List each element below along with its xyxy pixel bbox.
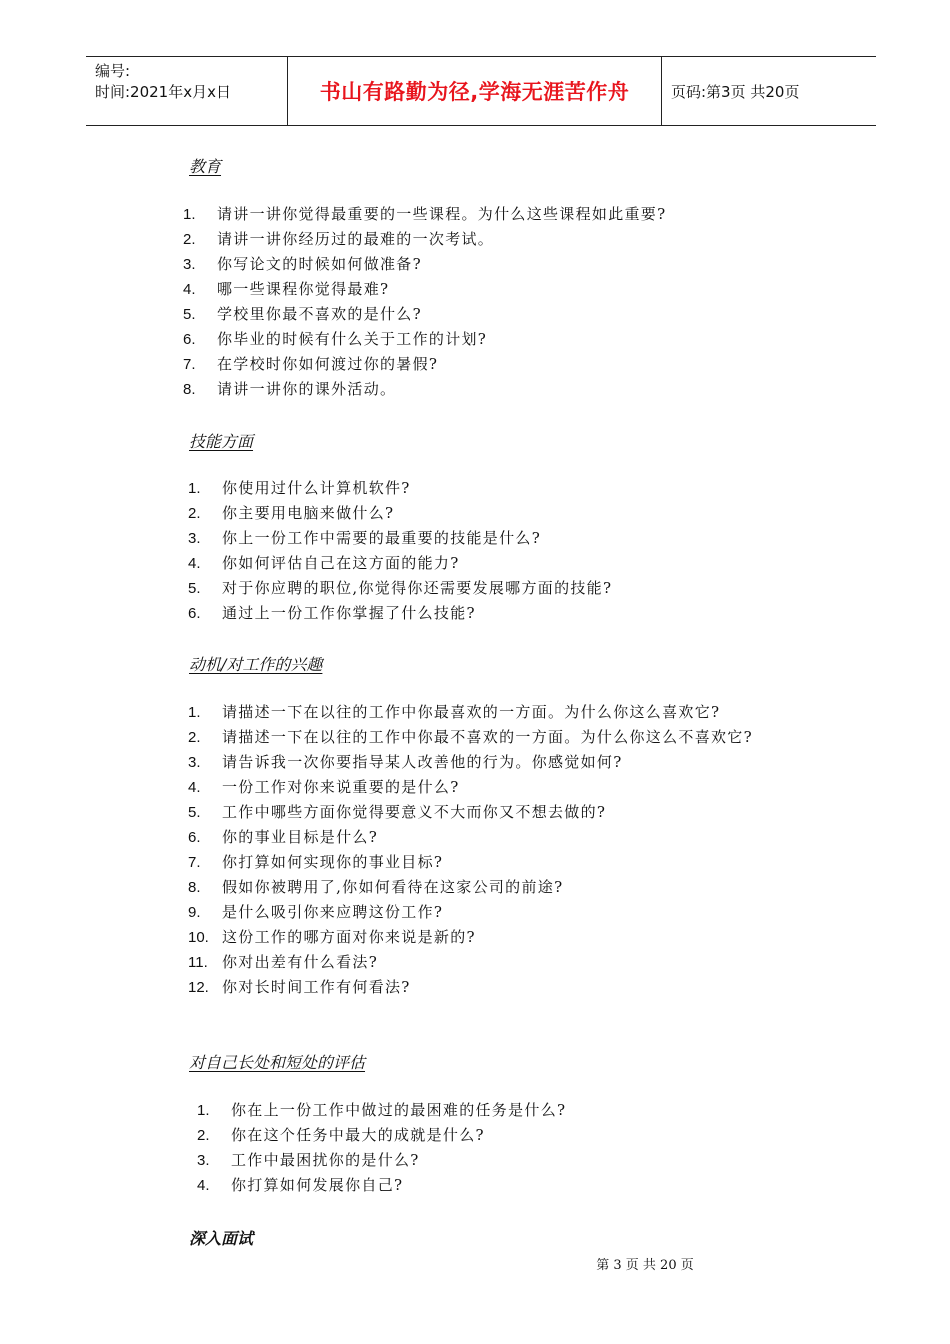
section-title-education: 教育 — [189, 157, 222, 176]
list-item: 8. 请讲一讲你的课外活动。 — [183, 380, 397, 398]
list-item: 6. 你的事业目标是什么? — [188, 828, 379, 846]
section-title-motivation: 动机/对工作的兴趣 — [189, 655, 323, 674]
list-item: 5. 工作中哪些方面你觉得要意义不大而你又不想去做的? — [188, 803, 607, 821]
page-info: 页码:第3页 共20页 — [671, 82, 800, 101]
motto: 书山有路勤为径,学海无涯苦作舟 — [287, 57, 662, 125]
list-item: 10. 这份工作的哪方面对你来说是新的? — [188, 928, 476, 946]
list-education — [183, 202, 843, 402]
list-item: 2. 请讲一讲你经历过的最难的一次考试。 — [183, 230, 495, 248]
section-title-indepth: 深入面试 — [189, 1229, 254, 1248]
list-item: 5. 对于你应聘的职位,你觉得你还需要发展哪方面的技能? — [188, 579, 613, 597]
section-title-skills: 技能方面 — [189, 432, 254, 451]
section-title-strengths: 对自己长处和短处的评估 — [189, 1053, 366, 1072]
list-item: 8. 假如你被聘用了,你如何看待在这家公司的前途? — [188, 878, 564, 896]
list-item: 11. 你对出差有什么看法? — [188, 953, 379, 971]
list-item: 2. 你主要用电脑来做什么? — [188, 504, 395, 522]
list-item: 4. 哪一些课程你觉得最难? — [183, 280, 390, 298]
list-motivation — [188, 700, 848, 1000]
number-label: 编号: — [95, 62, 131, 80]
list-item: 1. 你在上一份工作中做过的最困难的任务是什么? — [197, 1101, 567, 1119]
list-item: 2. 请描述一下在以往的工作中你最不喜欢的一方面。为什么你这么不喜欢它? — [188, 728, 753, 746]
list-item: 2. 你在这个任务中最大的成就是什么? — [197, 1126, 485, 1144]
header-meta — [86, 57, 287, 125]
list-item: 5. 学校里你最不喜欢的是什么? — [183, 305, 422, 323]
list-item: 9. 是什么吸引你来应聘这份工作? — [188, 903, 444, 921]
list-item: 7. 你打算如何实现你的事业目标? — [188, 853, 444, 871]
list-item: 4. 你如何评估自己在这方面的能力? — [188, 554, 460, 572]
list-item: 1. 请讲一讲你觉得最重要的一些课程。为什么这些课程如此重要? — [183, 205, 667, 223]
list-item: 4. 一份工作对你来说重要的是什么? — [188, 778, 460, 796]
list-item: 3. 工作中最困扰你的是什么? — [197, 1151, 420, 1169]
list-item: 1. 请描述一下在以往的工作中你最喜欢的一方面。为什么你这么喜欢它? — [188, 703, 721, 721]
list-item: 3. 你写论文的时候如何做准备? — [183, 255, 422, 273]
list-item: 3. 请告诉我一次你要指导某人改善他的行为。你感觉如何? — [188, 753, 623, 771]
list-strengths — [197, 1098, 857, 1198]
list-item: 12. 你对长时间工作有何看法? — [188, 978, 411, 996]
header-table — [86, 56, 876, 126]
list-skills — [188, 476, 848, 626]
list-item: 6. 通过上一份工作你掌握了什么技能? — [188, 604, 476, 622]
list-item: 3. 你上一份工作中需要的最重要的技能是什么? — [188, 529, 542, 547]
list-item: 4. 你打算如何发展你自己? — [197, 1176, 404, 1194]
list-item: 1. 你使用过什么计算机软件? — [188, 479, 411, 497]
list-item: 6. 你毕业的时候有什么关于工作的计划? — [183, 330, 488, 348]
page-footer: 第 3 页 共 20 页 — [596, 1258, 694, 1273]
time-label: 时间:2021年x月x日 — [95, 83, 231, 101]
list-item: 7. 在学校时你如何渡过你的暑假? — [183, 355, 439, 373]
